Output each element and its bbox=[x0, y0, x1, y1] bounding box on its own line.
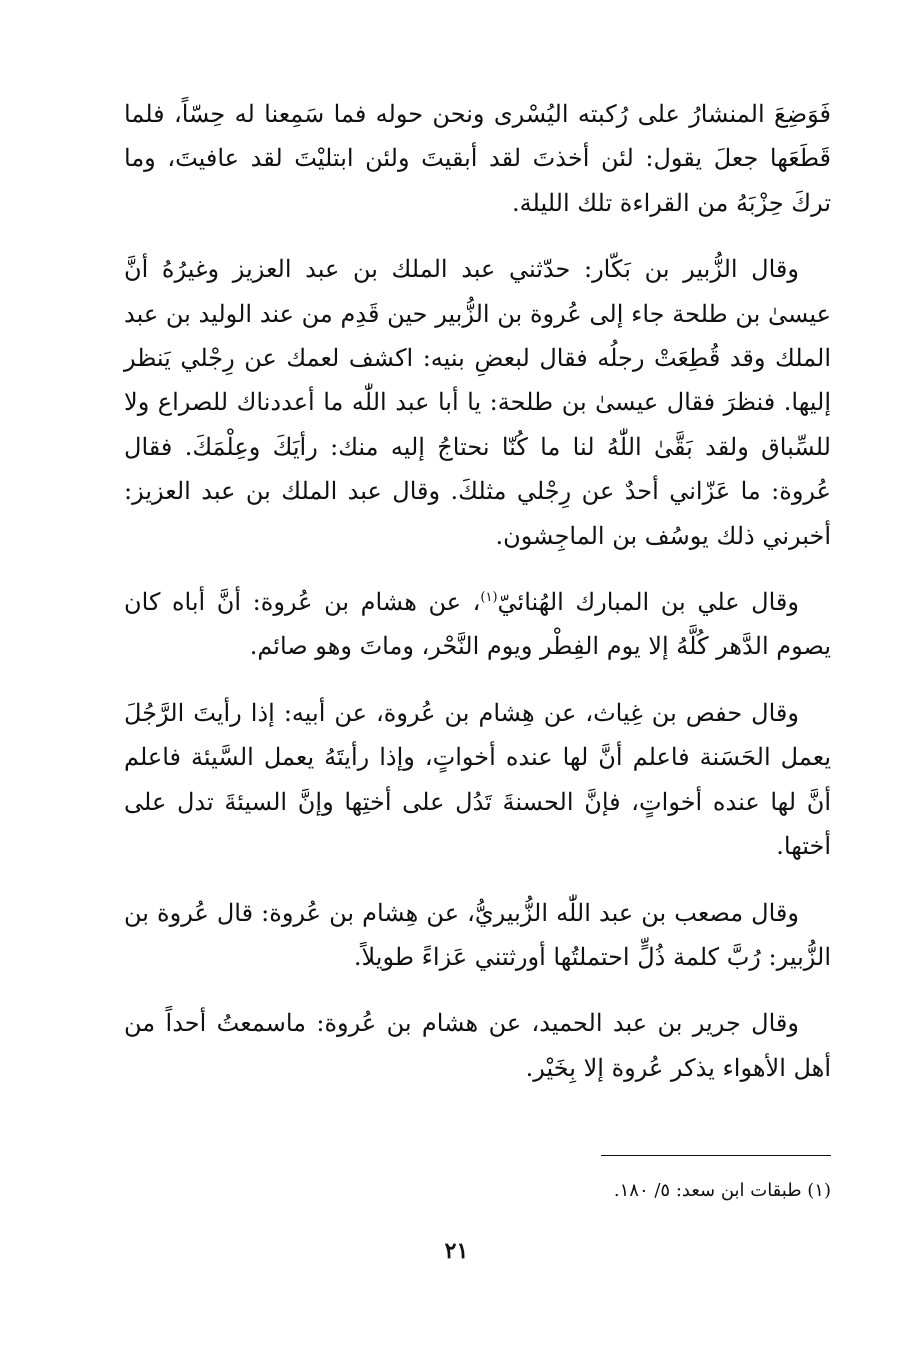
paragraph-4: وقال حفص بن غِياث، عن هِشام بن عُروة، عن أبيه: إذا رأيتَ الرَّجُلَ يعمل الحَسَنة فاعلم أنَّ لها عنده أخواتٍ، وإذا رأيتَهُ يعمل السَّيئة فاعلم أنَّ لها عنده أخواتٍ، فإنَّ الحسنةَ تَدُل على أختِها وإنَّ السيئةَ تدل على أختها. bbox=[124, 698, 831, 861]
paragraph-1: فَوَضِعَ المنشارُ على رُكبته اليُسْرى ونحن حوله فما سَمِعنا له حِسّاً، فلما قَطَعَها جعلَ يقول: لئن أخذتَ لقد أبقيتَ ولئن ابتليْتَ لقد عافيتَ، وما تركَ حِزْبَهُ من القراءة تلك الليلة. bbox=[124, 100, 831, 217]
page-number: ٢١ bbox=[444, 1238, 469, 1264]
paragraph-3 bbox=[124, 580, 831, 669]
paragraph-5: وقال مصعب بن عبد اللّٰه الزُّبيريُّ، عن هِشام بن عُروة: قال عُروة بن الزُّبير: رُبَّ كلمة ذُلٍّ احتملتُها أورثتني عَزاءً طويلاً. bbox=[124, 898, 831, 971]
paragraph-3-end: ، عن هشام بن عُروة: أنَّ أباه كان يصوم الدَّهر كُلَّهُ إلا يوم الفِطْر ويوم النَّحْر، وماتَ وهو صائم. bbox=[124, 588, 831, 661]
footnote-divider bbox=[601, 1155, 831, 1156]
paragraph-2: وقال الزُّبير بن بَكّار: حدّثني عبد الملك بن عبد العزيز وغيرُهُ أنَّ عيسىٰ بن طلحة جاء إلى عُروة بن الزُّبير حين قَدِم من عند الوليد بن عبد الملك وقد قُطِعَتْ رجلُه فقال لبعضِ بنيه: اكشف لعمك عن رِجْلي يَنظر إليها. فنظرَ فقال عيسىٰ بن طلحة: يا أبا عبد اللّٰه ما أعددناك للصراع ولا للسِّباق ولقد بَقَّىٰ اللّٰهُ لنا ما كُنّا نحتاجُ إليه منك: رأيَكَ وعِلْمَكَ. فقال عُروة: ما عَزّاني أحدٌ عن رِجْلي مثلكَ. وقال عبد الملك بن عبد العزيز: أخبرني ذلك يوسُف بن الماجِشون. bbox=[124, 255, 831, 550]
paragraph-6: وقال جرير بن عبد الحميد، عن هشام بن عُروة: ماسمعتُ أحداً من أهل الأهواء يذكر عُروة إلا بِخَيْر. bbox=[124, 1009, 831, 1082]
body-text bbox=[124, 92, 831, 1112]
paragraph-3-start: وقال علي بن المبارك الهُنائيّ bbox=[497, 588, 799, 617]
footnote-reference[interactable]: (١) bbox=[480, 590, 498, 606]
footnote: (١) طبقات ابن سعد: ٥/ ١٨٠. bbox=[613, 1180, 831, 1201]
